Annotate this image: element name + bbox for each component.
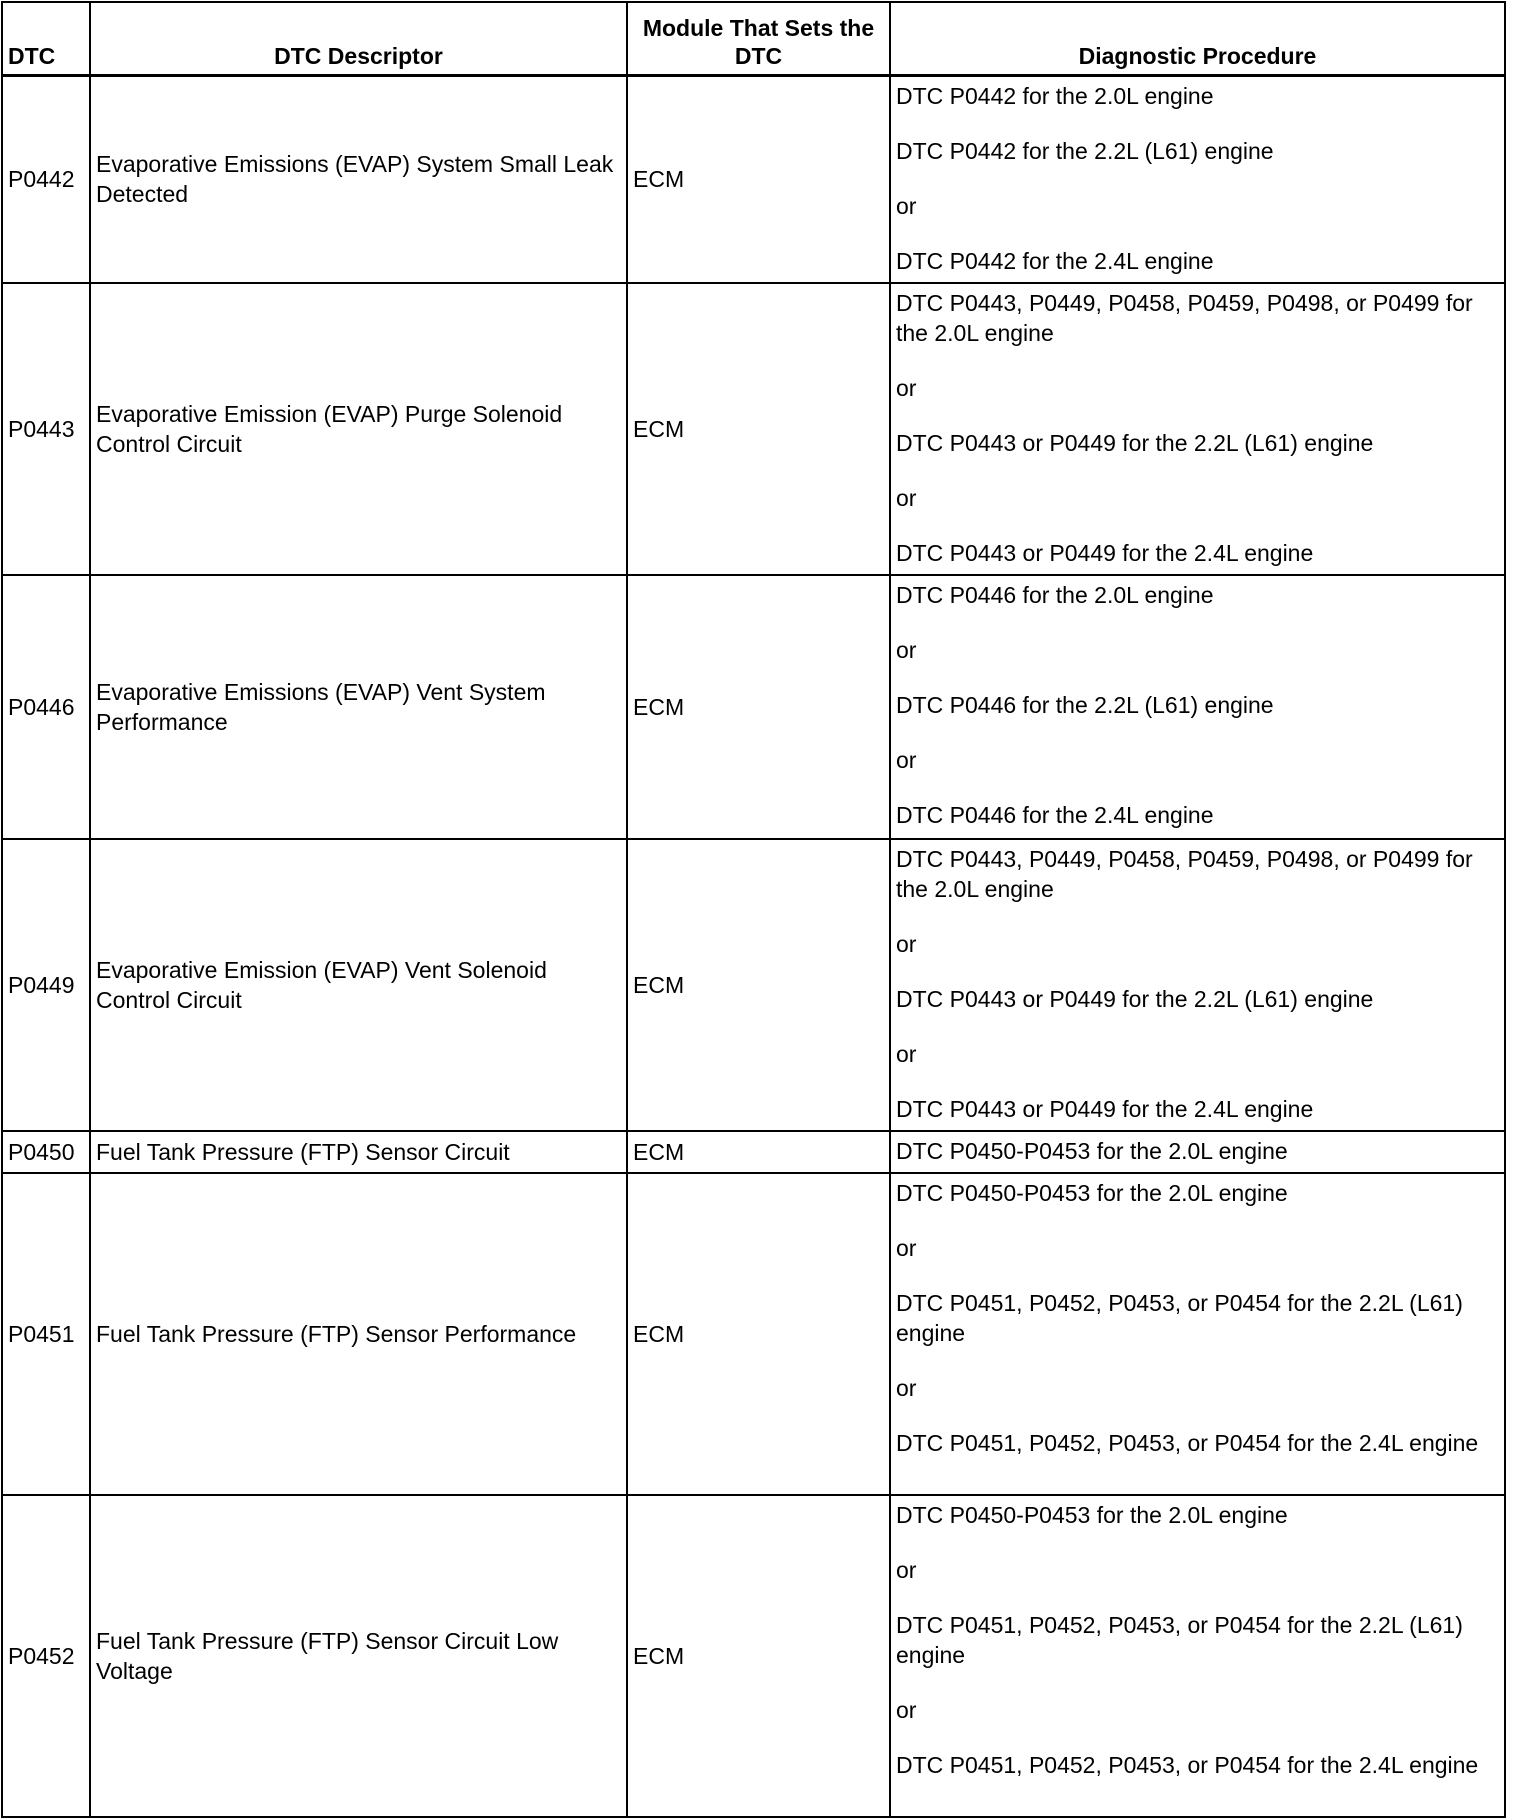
procedure-line: DTC P0443 or P0449 for the 2.2L (L61) engine: [896, 986, 1374, 1012]
table-row: [2, 283, 1505, 575]
procedure-line: DTC P0451, P0452, P0453, or P0454 for the 2.4L engine: [896, 1430, 1479, 1456]
diagnostic-procedure: [890, 283, 1505, 575]
procedure-line: DTC P0446 for the 2.0L engine: [896, 582, 1214, 608]
procedure-line: or: [896, 1041, 917, 1067]
dtc-descriptor: Evaporative Emission (EVAP) Vent Solenoid Control Circuit: [90, 839, 627, 1131]
table-row: [2, 1131, 1505, 1173]
dtc-descriptor: Fuel Tank Pressure (FTP) Sensor Performance: [90, 1173, 627, 1495]
module: ECM: [627, 1173, 890, 1495]
table-row: [2, 1173, 1505, 1495]
dtc-code: P0446: [2, 575, 90, 839]
module: ECM: [627, 75, 890, 283]
procedure-line: or: [896, 1557, 917, 1583]
header-dtc: DTC: [2, 2, 90, 75]
procedure-line: DTC P0450-P0453 for the 2.0L engine: [896, 1180, 1288, 1206]
procedure-line: DTC P0442 for the 2.2L (L61) engine: [896, 137, 1274, 164]
dtc-code: P0442: [2, 75, 90, 283]
procedure-line: DTC P0443 or P0449 for the 2.4L engine: [896, 1096, 1314, 1122]
procedure-line: DTC P0443 or P0449 for the 2.2L (L61) engine: [896, 430, 1374, 456]
procedure-line: DTC P0446 for the 2.4L engine: [896, 802, 1214, 828]
module: ECM: [627, 283, 890, 575]
diagnostic-procedure: [890, 1131, 1505, 1173]
procedure-line: DTC P0451, P0452, P0453, or P0454 for the 2.2L (L61) engine: [896, 1290, 1463, 1346]
table-row: [2, 1495, 1505, 1817]
procedure-line: DTC P0450-P0453 for the 2.0L engine: [896, 1502, 1288, 1528]
diagnostic-procedure: [890, 1173, 1505, 1495]
procedure-line: or: [896, 485, 917, 511]
dtc-code: P0449: [2, 839, 90, 1131]
procedure-line: DTC P0450-P0453 for the 2.0L engine: [896, 1138, 1288, 1164]
procedure-line: or: [896, 1235, 917, 1261]
dtc-descriptor: Fuel Tank Pressure (FTP) Sensor Circuit: [90, 1131, 627, 1173]
dtc-code: P0450: [2, 1131, 90, 1173]
procedure-line: DTC P0442 for the 2.0L engine: [896, 82, 1214, 109]
procedure-line: or: [896, 1375, 917, 1401]
header-module: Module That Sets the DTC: [627, 2, 890, 75]
procedure-line: or: [896, 375, 917, 401]
diagnostic-procedure: [890, 575, 1505, 839]
diagnostic-procedure: [890, 1495, 1505, 1817]
table-row: [2, 75, 1505, 283]
header-descriptor: DTC Descriptor: [90, 2, 627, 75]
dtc-descriptor: Evaporative Emissions (EVAP) Vent System Performance: [90, 575, 627, 839]
procedure-line: or: [896, 637, 917, 663]
procedure-line: DTC P0451, P0452, P0453, or P0454 for the 2.2L (L61) engine: [896, 1612, 1463, 1668]
diagnostic-procedure: [890, 75, 1505, 283]
table-row: [2, 575, 1505, 839]
dtc-table: [1, 1, 1506, 1818]
procedure-line: DTC P0442 for the 2.4L engine: [896, 247, 1214, 274]
procedure-line: DTC P0443 or P0449 for the 2.4L engine: [896, 540, 1314, 566]
procedure-line: DTC P0443, P0449, P0458, P0459, P0498, or P0499 for the 2.0L engine: [896, 846, 1473, 902]
table-row: [2, 839, 1505, 1131]
procedure-line: DTC P0451, P0452, P0453, or P0454 for the 2.4L engine: [896, 1752, 1479, 1778]
dtc-descriptor: Fuel Tank Pressure (FTP) Sensor Circuit Low Voltage: [90, 1495, 627, 1817]
module: ECM: [627, 575, 890, 839]
diagnostic-procedure: [890, 839, 1505, 1131]
procedure-line: or: [896, 747, 917, 773]
header-row: [2, 2, 1505, 75]
procedure-line: or: [896, 192, 917, 219]
dtc-descriptor: Evaporative Emissions (EVAP) System Small Leak Detected: [90, 75, 627, 283]
module: ECM: [627, 1495, 890, 1817]
dtc-code: P0451: [2, 1173, 90, 1495]
dtc-descriptor: Evaporative Emission (EVAP) Purge Solenoid Control Circuit: [90, 283, 627, 575]
header-procedure: Diagnostic Procedure: [890, 2, 1505, 75]
dtc-code: P0452: [2, 1495, 90, 1817]
procedure-line: DTC P0446 for the 2.2L (L61) engine: [896, 692, 1274, 718]
dtc-code: P0443: [2, 283, 90, 575]
procedure-line: or: [896, 931, 917, 957]
procedure-line: DTC P0443, P0449, P0458, P0459, P0498, or P0499 for the 2.0L engine: [896, 290, 1473, 346]
module: ECM: [627, 1131, 890, 1173]
procedure-line: or: [896, 1697, 917, 1723]
module: ECM: [627, 839, 890, 1131]
